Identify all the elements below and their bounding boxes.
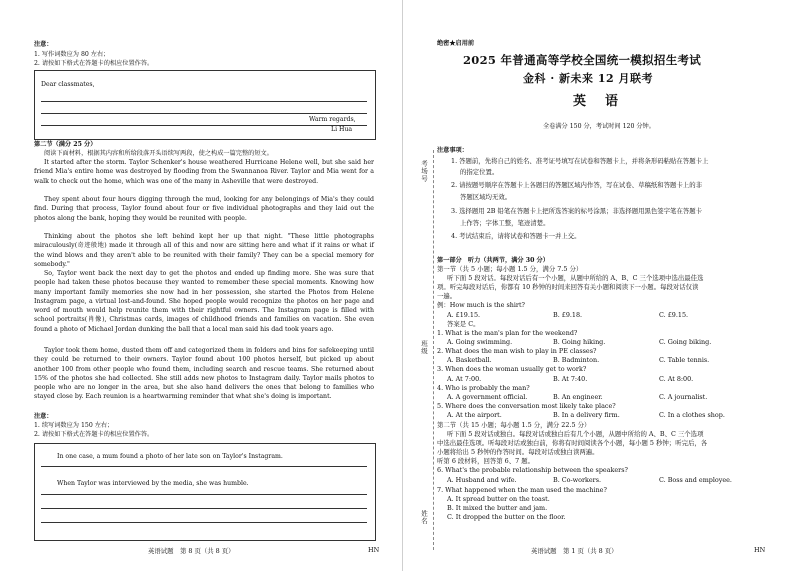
exam-subtitle: 金科 · 新未来 12 月联考 [523, 72, 653, 85]
notice-item: 2. 请按题号顺序在答题卡上各题目的答题区域内作答，写在试卷、草稿纸和答题卡上的非 [451, 181, 702, 189]
writing-line [41, 466, 367, 467]
sec1-title: 第一节（共 5 小题；每小题 1.5 分，满分 7.5 分） [437, 265, 583, 273]
passage-paragraph: Thinking about the photos she left behind kept her up that night. "These little photographs miraculously(奇迹般地) made it through all of this and now are sitting here and what if it rains or what if the wind blows and they aren't able to be reunited with their family? They can be a special memory for somebody." [34, 233, 374, 268]
page-footer: 英语试题 第 1 页（共 8 页） [531, 547, 618, 555]
question-2: 2. What does the man wish to play in PE classes? [437, 347, 597, 355]
side-label-exam-room: 考场号 [420, 160, 428, 183]
option-3a: A. At 7:00. [447, 375, 482, 383]
question-6: 6. What's the probable relationship between the speakers? [437, 466, 628, 474]
option-1c: C. Going biking. [659, 338, 712, 346]
question-4: 4. Who is probably the man? [437, 384, 530, 392]
option-1a: A. Going swimming. [447, 338, 513, 346]
writing-line [41, 113, 367, 114]
page-footer: 英语试题 第 8 页（共 8 页） [148, 547, 235, 555]
question-7: 7. What happened when the man used the machine? [437, 486, 607, 494]
option-2c: C. Table tennis. [659, 356, 710, 364]
side-label-name: 姓名 [420, 510, 428, 525]
passage-paragraph: So, Taylor went back the next day to get the photos and ended up finding more. She was sure that people had taken these photos because they wanted to remember these special moments. Knowing how many important family memories she now had in her possession, she started the Photos from Helene Instagram page, a virtual lost-and-found. She hoped people would recognize the photos on her page and word of mouth would help reunite them with their rightful owners. The Instagram page is filled with school portraits(肖像), Christmas cards, images of childhood friends and families on vacation. She even found a photo of Michael Jordan dunking the ball that a local man said his dad took years ago. [34, 270, 374, 333]
writing-line [41, 101, 367, 102]
question-5: 5. Where does the conversation most likely take place? [437, 402, 616, 410]
writing-line [41, 508, 367, 509]
example-option-c: C. £9.15. [659, 311, 689, 319]
passage-paragraph: It started after the storm. Taylor Schenker's house weathered Hurricane Helene well, but she said her friend Mia's entire home was destroyed by flooding from the Swannanoa River. Taylor and Mia went for a walk to check out the home, which was one of the many in Asheville that were destroyed. [34, 159, 374, 185]
question-3: 3. When does the woman usually get to work? [437, 365, 587, 373]
subject-title: 英 语 [573, 94, 622, 109]
option-4a: A. A government official. [447, 393, 528, 401]
notice-item: 的指定位置。 [460, 168, 499, 176]
writing-line [41, 522, 367, 523]
sec2-instruction: 听第 6 段材料，回答第 6、7 题。 [437, 457, 535, 465]
option-3b: B. At 7:40. [553, 375, 588, 383]
side-label-class: 班级 [420, 340, 428, 355]
option-3c: C. At 8:00. [659, 375, 694, 383]
binding-line [433, 150, 434, 550]
option-2b: B. Badminton. [553, 356, 600, 364]
question-1: 1. What is the man's plan for the weekend? [437, 329, 578, 337]
sec2-title: 第二节（共 15 小题；每小题 1.5 分，满分 22.5 分） [437, 421, 591, 429]
passage-paragraph: They spent about four hours digging through the mud, looking for any belongings of Mia's they could find. During that process, Taylor found about four or five individual photographs and they laid out the photos along the bank, hoping they would be reunited with people. [34, 196, 374, 222]
option-1b: B. Going hiking. [553, 338, 606, 346]
continuation-answer-box [34, 443, 376, 541]
section2-instruction: 阅读下面材料，根据其内容和所给段落开头语续写两段，使之构成一篇完整的短文。 [44, 150, 273, 157]
notice-item: 4. 考试结束后，请将试卷和答题卡一并上交。 [451, 232, 581, 240]
letter-signature: Li Hua [331, 126, 353, 133]
answer-box-line2: When Taylor was interviewed by the media, she was humble. [57, 480, 249, 487]
sec2-instruction: 小题将给出 5 秒钟的作答时间。每段对话或独白读两遍。 [437, 448, 599, 456]
note-item: 1. 写作词数应为 80 左右； [34, 51, 110, 58]
option-5a: A. At the airport. [447, 411, 502, 419]
notice-item: 1. 答题前，先将自己的姓名、准考证号填写在试卷和答题卡上，并将条形码粘贴在答题卡上 [451, 157, 709, 165]
part1-title: 第一部分 听力（共两节，满分 30 分） [437, 257, 549, 264]
secret-label: 绝密★启用前 [437, 40, 475, 47]
option-6a: A. Husband and wife. [447, 476, 517, 484]
example-option-b: B. £9.18. [553, 311, 583, 319]
notice-title: 注意事项： [437, 147, 468, 154]
score-line: 全卷满分 150 分，考试时间 120 分钟。 [543, 123, 655, 130]
sec2-instruction: 中选出最佳选项。听每段对话或独白前，你将有时间阅读各个小题，每小题 5 秒钟；听完后，各 [437, 439, 708, 447]
section2-title: 第二节（满分 25 分） [34, 141, 97, 148]
writing-line [41, 125, 367, 126]
letter-greeting: Dear classmates, [41, 81, 95, 88]
letter-answer-box [34, 70, 376, 140]
notes-top-title: 注意： [34, 41, 53, 48]
option-7a: A. It spread butter on the toast. [447, 495, 550, 503]
option-7b: B. It mixed the butter and jam. [447, 504, 548, 512]
notice-item: 答题区域均无效。 [460, 193, 512, 201]
note-item: 2. 请按如下格式在答题卡的相应位置作答。 [34, 60, 154, 67]
option-7c: C. It dropped the butter on the floor. [447, 513, 566, 521]
writing-line [41, 494, 367, 495]
sec2-instruction: 听下面 5 段对话或独白。每段对话或独白后有几个小题，从题中所给的 A、B、C 三个选项 [447, 430, 704, 438]
note-item: 2. 请按如下格式在答题卡的相应位置作答。 [34, 431, 154, 438]
option-6c: C. Boss and employee. [659, 476, 732, 484]
letter-closing: Warm regards, [309, 116, 356, 123]
passage-paragraph: Taylor took them home, dusted them off and categorized them in folders and bins for safekeeping until they could be returned to their owners. Taylor found about 100 photos herself, but picked up about another 100 from other people who found them, including search and rescue teams. She returned about 15% of the photos she had collected. She still adds new photos to Instagram daily. Taylor mails photos to people who are no longer in the area, but she also hand delivers the ones that belong to families who stayed close by. Each reunion is a heartwarming reminder that what she's doing is important. [34, 347, 374, 401]
exam-title: 2025 年普通高等学校全国统一模拟招生考试 [463, 53, 702, 67]
example-question: 例：How much is the shirt? [437, 301, 525, 309]
option-5b: B. In a delivery firm. [553, 411, 620, 419]
sec1-instruction: 一遍。 [437, 292, 457, 300]
notice-item: 3. 选择题用 2B 铅笔在答题卡上把所选答案的标号涂黑；非选择题用黑色签字笔在答题卡 [451, 207, 703, 215]
sec1-instruction: 听下面 5 段对话。每段对话后有一个小题，从题中所给的 A、B、C 三个选项中选出最佳选 [447, 274, 704, 282]
page-1 [403, 0, 794, 571]
option-2a: A. Basketball. [447, 356, 492, 364]
option-4b: B. An engineer. [553, 393, 603, 401]
option-6b: B. Co-workers. [553, 476, 602, 484]
option-5c: C. In a clothes shop. [659, 411, 725, 419]
notes-bottom-title: 注意： [34, 413, 53, 420]
option-4c: C. A journalist. [659, 393, 708, 401]
footer-code: HN [368, 546, 380, 554]
example-answer: 答案是 C。 [447, 320, 480, 328]
footer-code: HN [754, 546, 766, 554]
sec1-instruction: 项。听完每段对话后，你都有 10 秒钟的时间来回答有关小题和阅读下一小题。每段对话仅读 [437, 283, 699, 291]
example-option-a: A. £19.15. [447, 311, 481, 319]
note-item: 1. 续写词数应为 150 左右； [34, 422, 114, 429]
answer-box-line1: In one case, a mum found a photo of her late son on Taylor's Instagram. [57, 453, 283, 460]
notice-item: 上作答；字体工整，笔迹清楚。 [460, 219, 550, 227]
